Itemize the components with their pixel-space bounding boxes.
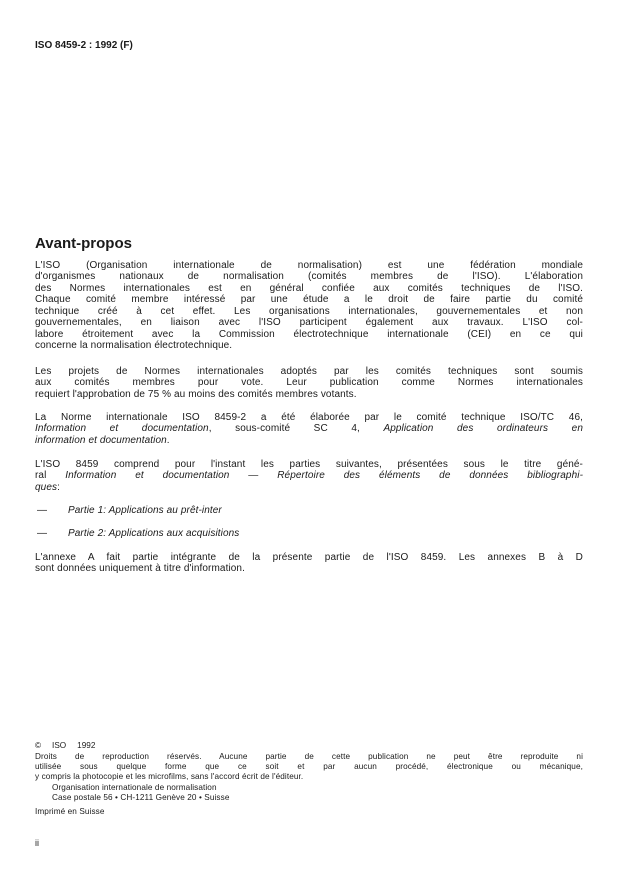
text-line: des Normes internationales est en général confiée aux comités techniques de l'ISO. (35, 282, 583, 294)
section-title: Avant-propos (35, 235, 132, 252)
text-run: , sous-comité SC 4, (208, 423, 384, 435)
text-run: . (166, 434, 170, 446)
text-line: L'annexe A fait partie intégrante de la présente partie de l'ISO 8459. Les annexes B à D (35, 552, 583, 563)
foreword-paragraph-3 (35, 412, 583, 446)
list-dash: — (37, 505, 48, 516)
copyright-symbol: © (35, 741, 42, 750)
text-line: y compris la photocopie et les microfilms, sans l'accord écrit de l'éditeur. (35, 772, 304, 782)
part-title: Partie 2: Applications aux acquisitions (68, 528, 240, 539)
text-line: Les projets de Normes internationales adoptés par les comités techniques sont soumis (35, 366, 583, 377)
foreword-paragraph-4 (35, 459, 583, 493)
text-line: L'ISO (Organisation internationale de normalisation) est une fédération mondiale (35, 260, 583, 271)
address-line: Case postale 56 • CH-1211 Genève 20 • Suisse (52, 793, 230, 803)
foreword-paragraph-1 (35, 260, 583, 352)
text-line: aux comités membres pour vote. Leur publication comme Normes internationales (35, 377, 583, 389)
text-line: gouvernementales, en liaison avec l'ISO participent également aux travaux. L'ISO col- (35, 317, 583, 329)
list-item (35, 528, 583, 539)
text-line (35, 435, 583, 446)
foreword-paragraph-5 (35, 552, 583, 575)
text-line: labore étroitement avec la Commission électrotechnique internationale (CEI) en ce qui (35, 328, 583, 340)
copyright-notice (35, 741, 106, 751)
text-line: requiert l'approbation de 75 % au moins des comités membres votants. (35, 388, 357, 400)
text-line: Droits de reproduction réservés. Aucune partie de cette publication ne peut être reproduite ni (35, 752, 583, 761)
text-line (35, 470, 583, 481)
foreword-paragraph-2 (35, 366, 583, 400)
text-line: d'organismes nationaux de normalisation (comités membres de l'ISO). L'élaboration (35, 271, 583, 283)
page-number: ii (35, 838, 39, 848)
text-run: : (57, 481, 60, 493)
text-line: technique créé à cet effet. Les organisations internationales, gouvernementales et non (35, 305, 583, 317)
series-title-end: ques (35, 481, 58, 493)
subcommittee-title-end: information et documentation (35, 434, 167, 446)
printed-in: Imprimé en Suisse (35, 807, 105, 816)
text-line: L'ISO 8459 comprend pour l'instant les parties suivantes, présentées sous le titre géné- (35, 459, 583, 470)
subcommittee-title: Application des ordinateurs en (383, 423, 584, 435)
text-line: Chaque comité membre intéressé par une étude a le droit de faire partie du comité (35, 294, 583, 306)
list-dash: — (37, 528, 48, 539)
copyright-year: 1992 (77, 741, 96, 750)
text-line: utilisée sous quelque forme que ce soit et par aucun procédé, électronique ou mécanique, (35, 762, 583, 772)
copyright-holder: ISO (52, 741, 67, 750)
document-identifier: ISO 8459-2 : 1992 (F) (35, 40, 133, 51)
text-line: La Norme internationale ISO 8459-2 a été élaborée par le comité technique ISO/TC 46, (35, 412, 583, 423)
series-title: Information et documentation — Répertoire des éléments de données bibliographi- (65, 470, 583, 482)
part-title: Partie 1: Applications au prêt-inter (68, 505, 222, 516)
text-run: ral (35, 470, 66, 482)
text-line (35, 482, 583, 493)
rights-statement (35, 752, 583, 783)
publisher-address (52, 783, 229, 803)
text-line: concerne la normalisation électrotechnique. (35, 340, 233, 352)
committee-title: Information et documentation (35, 423, 209, 435)
list-item (35, 505, 583, 516)
text-line (35, 423, 583, 434)
text-line: sont données uniquement à titre d'information. (35, 563, 245, 575)
address-line: Organisation internationale de normalisation (52, 783, 217, 792)
